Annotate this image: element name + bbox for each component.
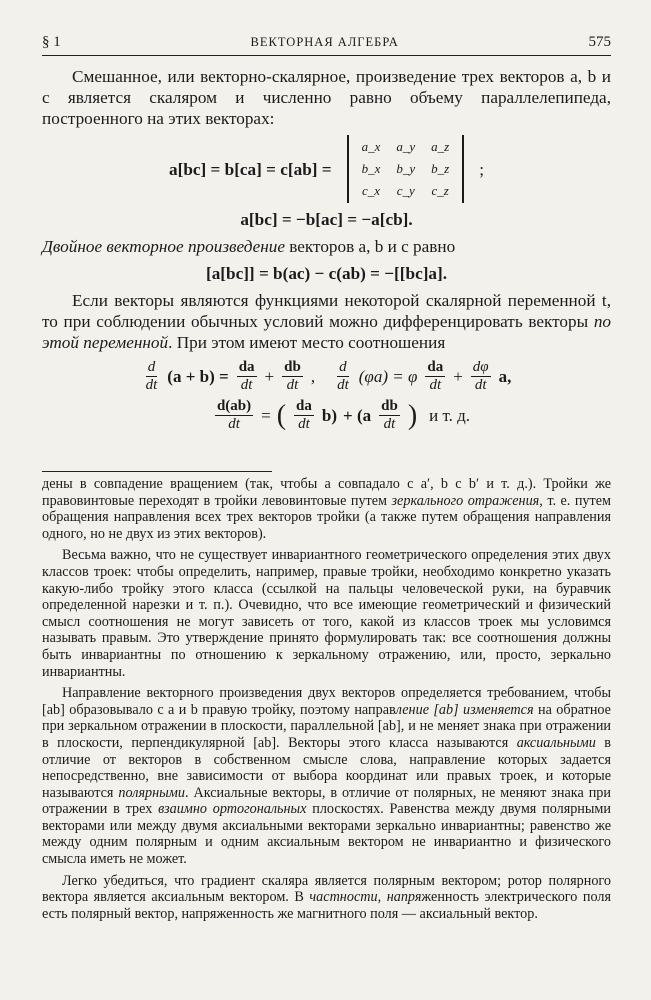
- expression: b): [321, 406, 338, 425]
- denominator: dt: [337, 377, 349, 393]
- text-segment: Легко убедиться, что градиент скаляра является полярным вектором; ротор полярного вектора является аксиальным вектором. В: [42, 872, 611, 906]
- denominator: dt: [286, 377, 299, 393]
- fraction: [294, 398, 314, 433]
- fraction: [471, 359, 491, 394]
- numerator: da: [296, 398, 312, 414]
- det-cell: a_z: [431, 139, 450, 154]
- det-matrix: [354, 136, 458, 202]
- paragraph-triple-product: Смешанное, или векторно-скалярное, произведение трех векторов a, b и c является скаляром и численно равно объему параллелепипеда, построенного на этих векторах:: [42, 67, 611, 128]
- running-header: [42, 34, 611, 56]
- etc-text: и т. д.: [429, 406, 471, 425]
- footnote: [42, 476, 611, 922]
- numerator: db: [381, 398, 398, 414]
- text-segment: ,: [377, 889, 387, 906]
- det-cell: b_z: [431, 161, 450, 176]
- denominator: dt: [383, 416, 396, 432]
- text-segment: дены в совпадение вращением (так, чтобы a совпадало с a′, b с b′ и т. д.). Тройки же правовинтовые переходят в тройки левовинтовые путем: [42, 476, 611, 509]
- formula-triple-product: [42, 135, 611, 203]
- emphasis: полярными: [118, 784, 185, 801]
- numerator: d(ab): [216, 398, 252, 414]
- fraction: [237, 359, 257, 394]
- numerator: dφ: [472, 359, 489, 375]
- formula-antisymmetry: a[bc] = −b[ac] = −a[cb].: [240, 210, 413, 229]
- text-segment: на обратное при зеркальном отражении в плоскости, параллельной [ab], и не меняет знака при отражении в плоскости, перпендикулярной [ab]. Векторы этого класса называются: [42, 701, 611, 751]
- emphasis: напря: [386, 889, 422, 906]
- formula-derivative-sum: [42, 359, 611, 394]
- text-segment: женность электрического поля есть полярный вектор, напряженность же магнитного поля — аксиальный вектор.: [42, 889, 612, 922]
- expression: (φa) = φ: [358, 367, 418, 386]
- expression: a,: [498, 367, 512, 386]
- footnote-paragraph: Весьма важно, что не существует инвариантного геометрического определения этих двух классов троек: чтобы определить, например, правые тройки, необходимо конкретно указать какую-либо тройку этого класса (ссылкой на пальцы человеческой руки, на буравчик определенной нарезки и т. п.). Очевидно, что все имеющие геометрический и физический смысл соотношения не могут зависеть от того, какой из классов троек мы условимся называть правым. Это утверждение принято формулировать так: все соотношения должны быть инвариантны по отношению к зеркальному отражению, или, просто, зеркально инвариантны.: [42, 547, 611, 680]
- numerator: d: [339, 359, 347, 375]
- denominator: dt: [429, 377, 442, 393]
- paren-open: (: [276, 399, 287, 431]
- text-segment: Направление векторного произведения двух векторов определяется требованием, чтобы [ab] образовывало с a и b правую тройку, поэтому направ: [42, 685, 611, 718]
- paragraph-double-product: [42, 236, 611, 257]
- emphasis: ление [ab] изменяется: [395, 701, 534, 718]
- main-text: [42, 66, 611, 433]
- operator: +: [264, 367, 275, 386]
- paragraph-double-product-text: векторов a, b и c равно: [284, 237, 456, 256]
- determinant: [342, 135, 470, 203]
- det-cell: c_y: [396, 183, 415, 198]
- section-number: § 1: [42, 34, 61, 50]
- formula-lhs: a[bc] = b[ca] = c[ab] =: [169, 159, 332, 179]
- formula-end: ;: [479, 159, 484, 179]
- det-bar-left: [347, 135, 349, 203]
- paragraph-differentiation: [42, 290, 611, 353]
- emphasis: по этой переменной: [42, 312, 611, 352]
- det-cell: c_z: [431, 183, 449, 198]
- numerator: da: [427, 359, 444, 375]
- emphasis: аксиальными: [516, 734, 596, 751]
- formula-derivative-product: [72, 398, 611, 433]
- text-segment: . При этом имеют место соотношения: [168, 333, 446, 352]
- det-cell: c_x: [361, 183, 380, 198]
- det-cell: a_y: [396, 139, 416, 154]
- fraction: [379, 398, 400, 433]
- fraction: [282, 359, 303, 394]
- separator: ,: [310, 367, 316, 386]
- chapter-title: ВЕКТОРНАЯ АЛГЕБРА: [250, 35, 399, 49]
- det-bar-right: [462, 135, 464, 203]
- expression: + (a: [343, 406, 372, 425]
- numerator: da: [238, 359, 255, 375]
- fraction: [144, 359, 160, 394]
- fraction: [215, 398, 253, 433]
- term-double-product: Двойное векторное произведение: [42, 237, 285, 256]
- det-cell: b_y: [396, 161, 416, 176]
- numerator: d: [147, 359, 156, 375]
- text-segment: . Аксиальные векторы, в отличие от полярных, не меняют знака при отражении в трех: [42, 784, 611, 818]
- fraction: [335, 359, 351, 394]
- expression: (a + b) =: [167, 367, 229, 386]
- text-segment: в отличие от векторов в собственном смысле слова, направление которых задается непосредственно, вне зависимости от выбора координат или правых троек, и которые называются: [42, 734, 612, 801]
- operator: =: [261, 406, 271, 425]
- footnote-paragraph: [42, 476, 611, 542]
- paren-close: ): [407, 399, 418, 431]
- text-segment: плоскостях. Равенства между двумя полярными векторами или между двумя аксиальными векторами зеркально инвариантны; равенство же между одним полярным и одним аксиальным вектором не инвариантно и физического смысла иметь не может.: [42, 801, 612, 868]
- text-segment: , т. е. путем обращения направления всех трех векторов тройки (а также путем обращения направления одного, но не двух из этих векторов).: [42, 492, 611, 542]
- denominator: dt: [145, 377, 158, 393]
- operator: +: [453, 367, 463, 386]
- footnote-paragraph: [42, 873, 611, 923]
- footnote-paragraph: [42, 685, 611, 868]
- denominator: dt: [298, 416, 310, 432]
- emphasis: зеркального отражения: [391, 492, 540, 509]
- fraction: [425, 359, 445, 394]
- emphasis: частности: [309, 889, 378, 906]
- det-cell: a_x: [361, 139, 381, 154]
- numerator: db: [284, 359, 301, 375]
- denominator: dt: [474, 377, 487, 393]
- denominator: dt: [228, 416, 240, 432]
- page-number: 575: [588, 34, 611, 50]
- footnote-rule: [42, 471, 272, 472]
- emphasis: взаимно ортогональных: [158, 801, 307, 818]
- det-cell: b_x: [361, 161, 381, 176]
- formula-double-product: [a[bc]] = b(ac) − c(ab) = −[[bc]a].: [205, 264, 448, 283]
- denominator: dt: [240, 377, 253, 393]
- text-segment: Если векторы являются функциями некоторой скалярной переменной t, то при соблюдении обычных условий можно дифференцировать векторы: [42, 291, 611, 331]
